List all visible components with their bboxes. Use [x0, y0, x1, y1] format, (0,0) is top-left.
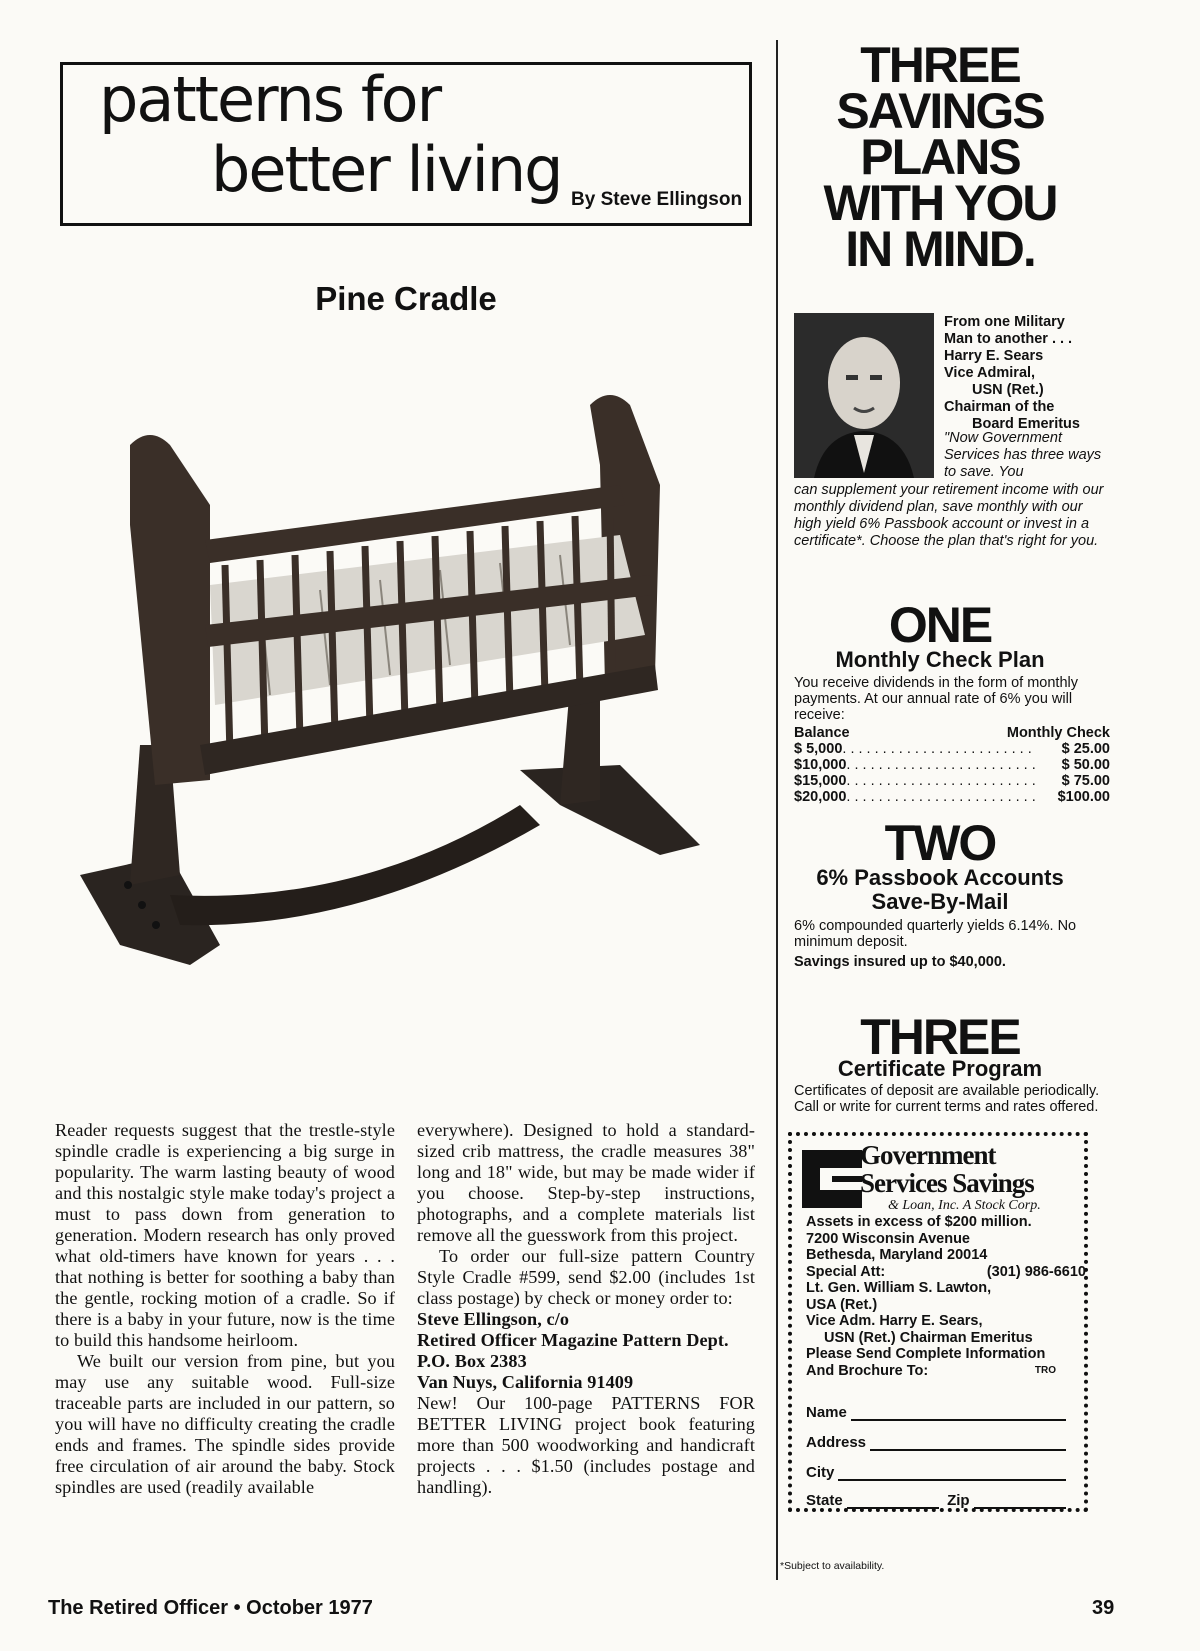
balance-cell: $20,000	[794, 789, 847, 805]
city-field[interactable]	[806, 1464, 1066, 1481]
zip-field-line[interactable]	[974, 1493, 1066, 1509]
name-field-label: Name	[806, 1404, 847, 1421]
contact-line: USA (Ret.)	[806, 1296, 878, 1313]
plan-two-number: TWO	[884, 815, 996, 871]
balance-cell: $15,000	[794, 773, 847, 789]
request-label: And Brochure To:	[806, 1362, 929, 1379]
savings-advertisement	[780, 30, 1110, 1590]
balance-cell: $ 5,000	[794, 741, 843, 757]
order-address-line-1: Steve Ellingson, c/o	[417, 1309, 570, 1329]
credential-line: Board Emeritus	[972, 416, 1080, 432]
ad-headline-line: PLANS	[860, 129, 1020, 185]
article-column-2	[417, 1120, 755, 1498]
special-att-line	[806, 1264, 1086, 1281]
plan-one-title: Monthly Check Plan	[835, 647, 1045, 672]
balance-row	[794, 741, 1110, 757]
plan-two-title-line: Save-By-Mail	[871, 889, 1009, 914]
article-column-1	[55, 1120, 395, 1498]
contact-line: Vice Adm. Harry E. Sears,	[806, 1313, 983, 1329]
state-field-label: State	[806, 1492, 843, 1509]
article-paragraph-2: We built our version from pine, but you may use any suitable wood. Full-size traceable parts are included in our pattern, so you will have no difficulty creating the cradle ends and frames. The spindle sides provide free circulation of air around the baby. Stock spindles are used (readily available	[55, 1351, 395, 1497]
assets-line: Assets in excess of $200 million.	[806, 1214, 1032, 1230]
company-name-line-1: Government	[860, 1140, 996, 1170]
footnote: *Subject to availability.	[780, 1560, 885, 1572]
plan-two-title	[780, 866, 1100, 914]
leader-dots: . . . . . . . . . . . . . . . . . . . . . . . .	[846, 789, 1036, 805]
article-closing: New! Our 100-page PATTERNS FOR BETTER LIVING project book featuring more than 500 woodworking and handicraft projects . . . $1.50 (includes postage and handling).	[417, 1393, 755, 1497]
name-field-line[interactable]	[851, 1405, 1066, 1421]
cradle-photo	[60, 385, 752, 1065]
request-line	[806, 1363, 1086, 1380]
zip-field-label: Zip	[947, 1492, 970, 1509]
check-cell: $ 50.00	[1061, 757, 1110, 773]
gs-logo-icon	[802, 1150, 862, 1208]
coupon-code: TRO	[1034, 1364, 1056, 1376]
company-name-line-3: & Loan, Inc. A Stock Corp.	[888, 1198, 1041, 1213]
balance-row	[794, 757, 1110, 773]
plan-two-description: 6% compounded quarterly yields 6.14%. No minimum deposit.	[794, 918, 1077, 950]
ad-intro-credentials	[944, 314, 1104, 433]
address-field[interactable]	[806, 1434, 1066, 1451]
portrait-photo	[794, 313, 934, 478]
plan-two-insured: Savings insured up to $40,000.	[794, 954, 1006, 970]
city-field-label: City	[806, 1464, 835, 1481]
byline: By Steve Ellingson	[571, 189, 743, 210]
plan-two-title-line: 6% Passbook Accounts	[816, 865, 1064, 890]
credential-line: Harry E. Sears	[944, 348, 1044, 364]
name-field[interactable]	[806, 1404, 1066, 1421]
ad-headline-line: THREE	[860, 37, 1020, 93]
credential-line: From one Military	[944, 314, 1065, 330]
plan-three-number: THREE	[860, 1009, 1020, 1065]
special-att-label: Special Att:	[806, 1263, 886, 1280]
order-address-line-2: Retired Officer Magazine Pattern Dept.	[417, 1330, 729, 1350]
order-address-line-3: P.O. Box 2383	[417, 1351, 527, 1371]
ad-quote-continued: can supplement your retirement income with our monthly dividend plan, save monthly with our high yield 6% Passbook account or invest in a certificate*. Choose the plan that's right for you.	[794, 482, 1104, 549]
article-title: Pine Cradle	[315, 280, 497, 317]
header-box	[60, 62, 752, 226]
ad-headline-line: WITH YOU	[823, 175, 1057, 231]
column-divider	[776, 40, 778, 1580]
balance-table	[794, 725, 1110, 805]
page-number: 39	[1092, 1597, 1115, 1619]
article-paragraph-4: To order our full-size pattern Country Style Cradle #599, send $2.00 (includes 1st class postage) by check or money order to:	[417, 1246, 755, 1308]
city-field-line[interactable]	[838, 1465, 1066, 1481]
balance-cell: $10,000	[794, 757, 847, 773]
leader-dots: . . . . . . . . . . . . . . . . . . . . . . . .	[842, 741, 1032, 757]
footer-publication: The Retired Officer • October 1977	[48, 1597, 373, 1619]
ad-quote-start: "Now Government Services has three ways to save. You	[944, 430, 1102, 480]
contact-line: USN (Ret.) Chairman Emeritus	[824, 1329, 1033, 1346]
company-name-line-2: Services Savings	[860, 1168, 1034, 1198]
ad-headline	[780, 37, 1100, 277]
credential-line: USN (Ret.)	[972, 382, 1044, 398]
city-line: Bethesda, Maryland 20014	[806, 1247, 988, 1263]
balance-row	[794, 773, 1110, 789]
address-field-line[interactable]	[870, 1435, 1066, 1451]
coupon-info	[806, 1214, 1086, 1379]
check-cell: $100.00	[1057, 789, 1110, 805]
leader-dots: . . . . . . . . . . . . . . . . . . . . . . . .	[846, 757, 1036, 773]
plan-one-description: You receive dividends in the form of monthly payments. At our annual rate of 6% you will receive:	[794, 675, 1078, 723]
plan-one-number: ONE	[888, 597, 992, 653]
ad-headline-line: SAVINGS	[836, 83, 1044, 139]
request-line: Please Send Complete Information	[806, 1346, 1046, 1362]
credential-line: Vice Admiral,	[944, 365, 1036, 381]
article-paragraph-1: Reader requests suggest that the trestle-style spindle cradle is experiencing a big surge in popularity. The warm lasting beauty of wood and this nostalgic style make today's project a must to pass down from generation to generation. Modern research has only proved what old-timers have known for years . . . that nothing is better for soothing a baby than the gentle, rocking motion of a cradle. So if there is a baby in your future, now is the time to build this handsome heirloom.	[55, 1120, 395, 1350]
balance-row	[794, 789, 1110, 805]
check-cell: $ 75.00	[1061, 773, 1110, 789]
check-cell: $ 25.00	[1061, 741, 1110, 757]
state-field-line[interactable]	[847, 1493, 939, 1509]
credential-line: Man to another . . .	[944, 331, 1073, 347]
ad-headline-line: IN MIND.	[845, 221, 1035, 277]
column-title-line-1: patterns for	[99, 63, 441, 136]
contact-line: Lt. Gen. William S. Lawton,	[806, 1280, 992, 1296]
state-zip-field[interactable]	[806, 1492, 1066, 1509]
street-line: 7200 Wisconsin Avenue	[806, 1230, 970, 1247]
credential-line: Chairman of the	[944, 399, 1055, 415]
monthly-check-column-header: Monthly Check	[1006, 725, 1110, 741]
plan-three-title: Certificate Program	[837, 1056, 1043, 1081]
coupon[interactable]	[788, 1132, 1088, 1512]
balance-column-header: Balance	[794, 725, 850, 741]
column-title-line-2: better living	[211, 133, 562, 206]
phone-number: (301) 986-6610	[986, 1263, 1086, 1280]
article-paragraph-3: everywhere). Designed to hold a standard-sized crib mattress, the cradle measures 38" long and 18" wide, but may be made wider if you choose. Step-by-step instructions, photographs, and a complete materials list remove all the guesswork from this project.	[417, 1120, 755, 1245]
leader-dots: . . . . . . . . . . . . . . . . . . . . . . . .	[846, 773, 1036, 789]
address-field-label: Address	[806, 1434, 867, 1451]
order-address-line-4: Van Nuys, California 91409	[417, 1372, 634, 1392]
plan-three-description: Certificates of deposit are available periodically. Call or write for current terms and rates offered.	[794, 1083, 1100, 1115]
balance-table-header	[794, 725, 1110, 741]
